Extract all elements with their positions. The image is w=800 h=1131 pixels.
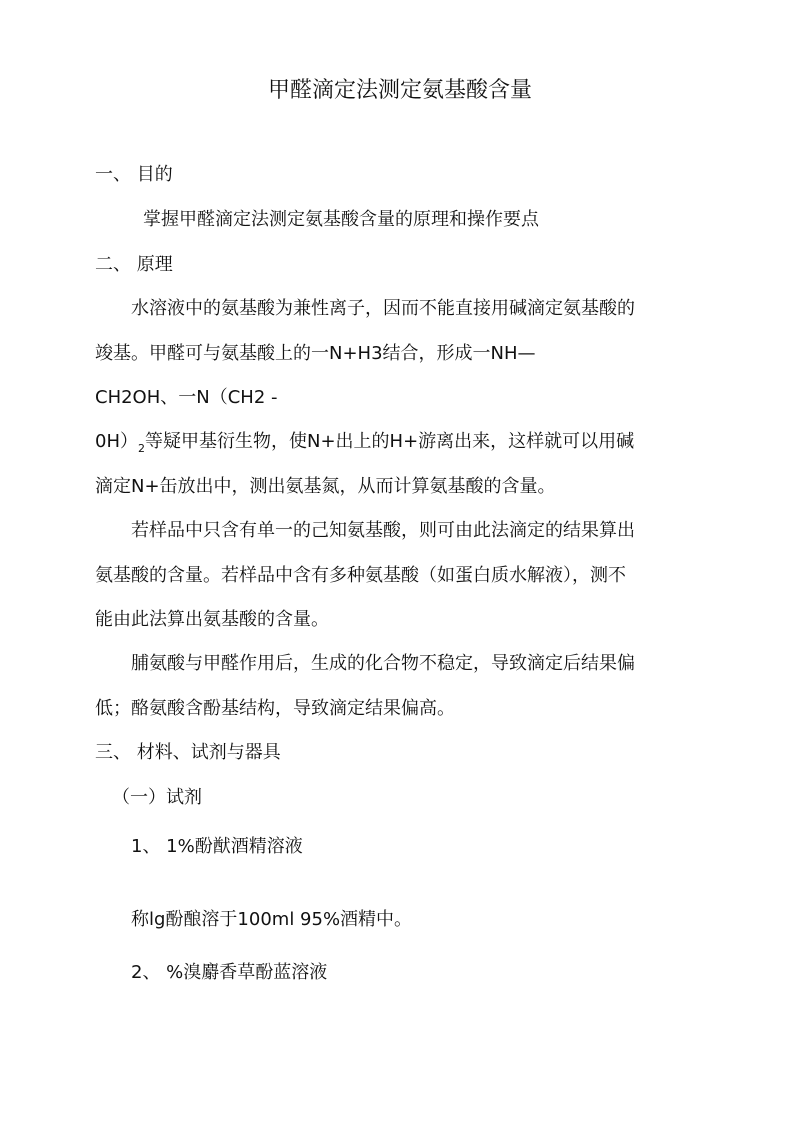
- section-1-heading: 一、 目的: [95, 164, 173, 185]
- principle-p3-line1: 脯氨酸与甲醛作用后，生成的化合物不稳定，导致滴定后结果偏: [131, 653, 635, 674]
- principle-p2-line1: 若样品中只含有单一的己知氨基酸，则可由此法滴定的结果算出: [131, 520, 635, 541]
- reagent-item-2: 2、 %溴麝香草酚蓝溶液: [131, 962, 328, 983]
- reagent-item-1-text: 称lg酚酿溶于100ml 95%酒精中。: [131, 909, 413, 930]
- principle-p2-line3: 能由此法算出氨基酸的含量。: [95, 609, 329, 630]
- principle-p2-line2: 氨基酸的含量。若样品中含有多种氨基酸（如蛋白质水解液），测不: [95, 565, 626, 586]
- reagent-item-1: 1、 1%酚猷酒精溶液: [131, 836, 303, 857]
- principle-p1-line2: 竣基。甲醛可与氨基酸上的一N+H3结合，形成一NH—: [95, 343, 536, 364]
- section-2-heading: 二、 原理: [95, 254, 173, 275]
- principle-p1-line4: [95, 431, 634, 455]
- principle-p1-line4-post: 等疑甲基衍生物，使N+出上的H+游离出来，这样就可以用碱: [145, 431, 635, 452]
- principle-p3-line2: 低；酪氨酸含酚基结构，导致滴定结果偏高。: [95, 698, 455, 719]
- principle-p1-line4-pre: 0H）: [95, 431, 138, 452]
- principle-p1-line1: 水溶液中的氨基酸为兼性离子，因而不能直接用碱滴定氨基酸的: [131, 298, 635, 319]
- subscript-2: 2: [138, 442, 145, 455]
- section-3-heading: 三、 材料、试剂与器具: [95, 742, 281, 763]
- section-1-text: 掌握甲醛滴定法测定氨基酸含量的原理和操作要点: [143, 209, 539, 230]
- principle-p1-line5: 滴定N+缶放出中，测出氨基氮，从而计算氨基酸的含量。: [95, 476, 556, 497]
- document-title: 甲醛滴定法测定氨基酸含量: [267, 78, 532, 103]
- principle-p1-line3: CH2OH、一N（CH2 -: [95, 387, 278, 408]
- reagents-subheading: （一）试剂: [112, 787, 202, 808]
